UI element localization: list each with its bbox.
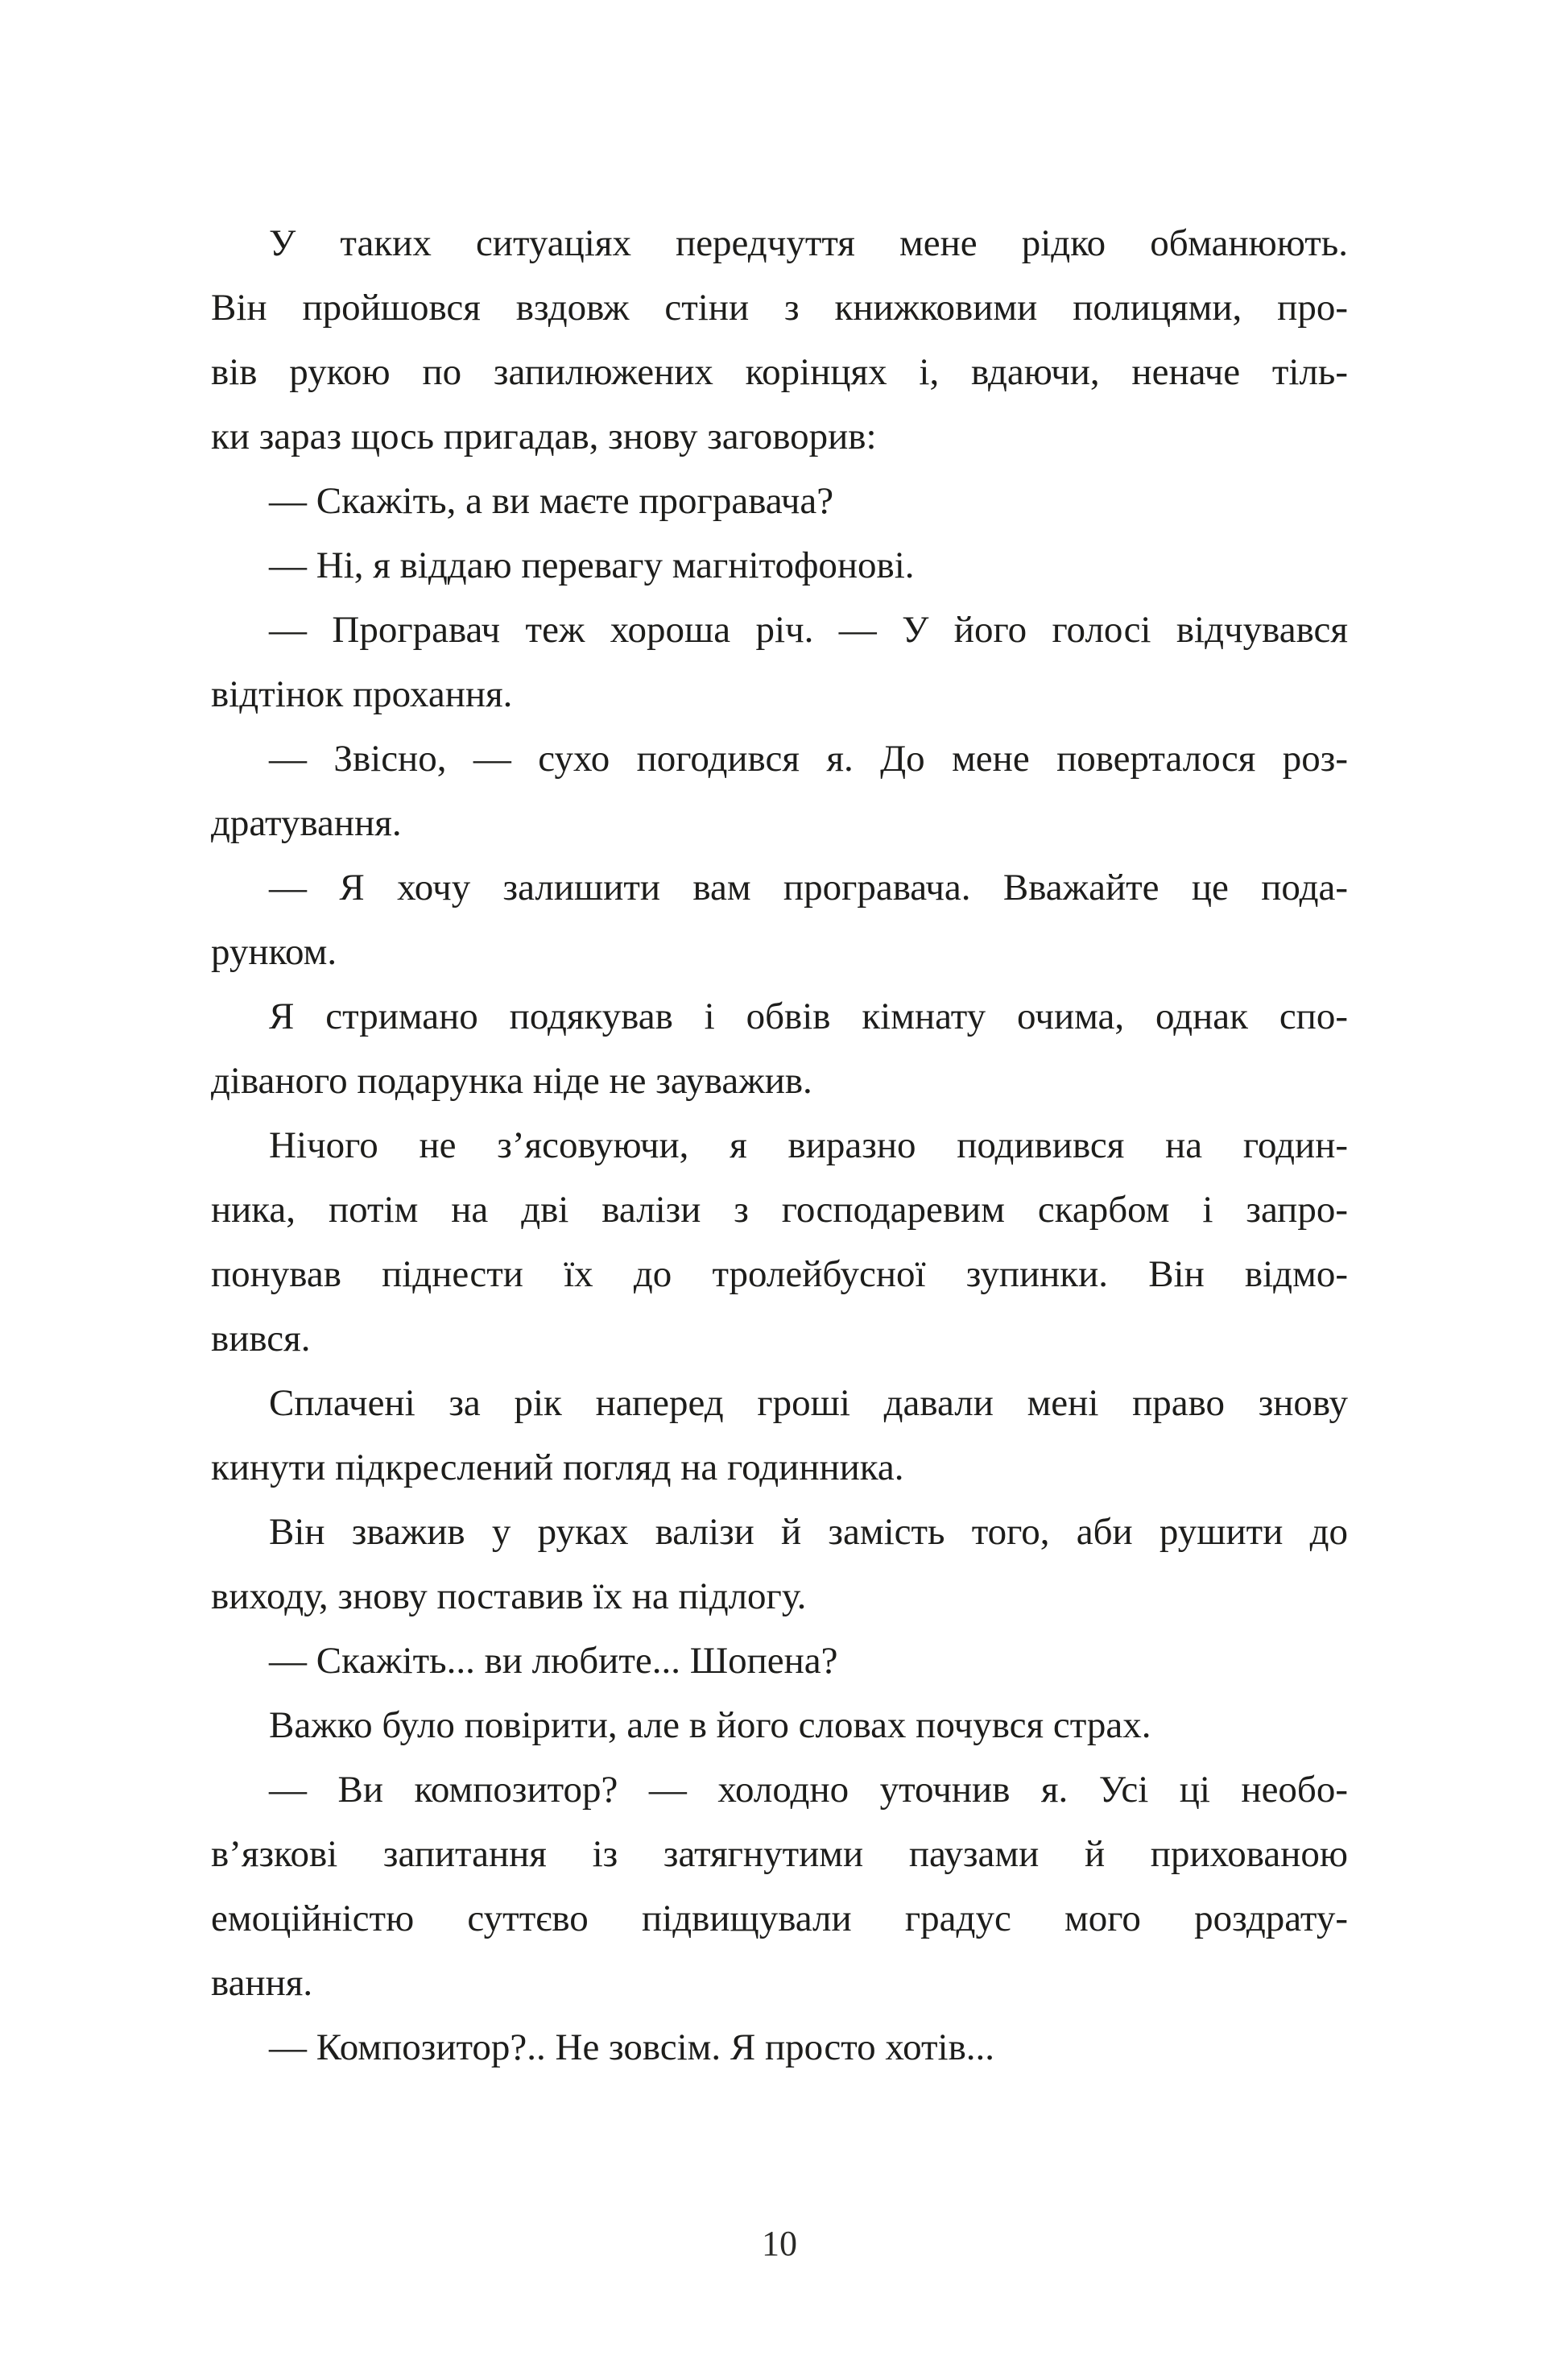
text-line: кинути підкреслений погляд на годинника. [211,1447,904,1488]
text-line: ки зараз щось пригадав, знову заговорив: [211,416,877,457]
text-line: — Звісно, — сухо погодився я. До мене поверталося роз- [269,738,1348,780]
text-line: дратування. [211,802,402,844]
text-line: рунком. [211,931,337,973]
paragraph [211,469,1348,533]
text-line: в’язкові запитання із затягнутими паузами й прихованою [211,1833,1348,1875]
text-line: Він зважив у руках валізи й замість того, аби рушити до [269,1511,1348,1553]
page-text [211,211,1348,2080]
text-line: Важко було повірити, але в його словах почувся страх. [269,1704,1151,1746]
text-line: емоційністю суттєво підвищували градус мого роздрату- [211,1898,1348,1939]
text-line: Я стримано подякував і обвів кімнату очима, однак спо- [269,995,1348,1037]
text-line: виходу, знову поставив їх на підлогу. [211,1575,807,1617]
paragraph [211,1500,1348,1629]
text-line: понував піднести їх до тролейбусної зупинки. Він відмо- [211,1253,1348,1295]
text-line: — Я хочу залишити вам програвача. Вважайте це пода- [269,867,1348,909]
paragraph [211,598,1348,726]
text-line: ника, потім на дві валізи з господаревим скарбом і запро- [211,1189,1348,1231]
text-line: Нічого не з’ясовуючи, я виразно подивився на годин- [269,1124,1348,1166]
text-line: вів рукою по запилюжених корінцях і, вдаючи, неначе тіль- [211,351,1348,393]
paragraph [211,1113,1348,1371]
paragraph [211,1371,1348,1500]
paragraph [211,1757,1348,2015]
paragraph [211,984,1348,1113]
paragraph [211,1629,1348,1693]
text-line: відтінок прохання. [211,673,513,715]
paragraph [211,726,1348,855]
paragraph [211,533,1348,598]
paragraph [211,855,1348,984]
text-line: — Ні, я віддаю перевагу магнітофонові. [269,544,915,586]
text-line: Сплачені за рік наперед гроші давали мені право знову [269,1382,1348,1424]
text-line: — Скажіть, а ви маєте програвача? [269,480,834,522]
text-line: — Ви композитор? — холодно уточнив я. Усі ці необо- [269,1769,1348,1811]
text-line: вання. [211,1962,313,2004]
text-line: Він пройшовся вздовж стіни з книжковими полицями, про- [211,287,1348,329]
paragraph [211,2015,1348,2080]
paragraph [211,211,1348,469]
page-number: 10 [762,2224,797,2263]
text-line: — Програвач теж хороша річ. — У його голосі відчувався [269,609,1348,651]
text-line: вився. [211,1318,311,1360]
text-line: У таких ситуаціях передчуття мене рідко обманюють. [269,222,1348,264]
text-line: діваного подарунка ніде не зауважив. [211,1060,812,1102]
text-line: — Скажіть... ви любите... Шопена? [269,1640,838,1682]
paragraph [211,1693,1348,1757]
text-line: — Композитор?.. Не зовсім. Я просто хотів... [269,2026,995,2068]
